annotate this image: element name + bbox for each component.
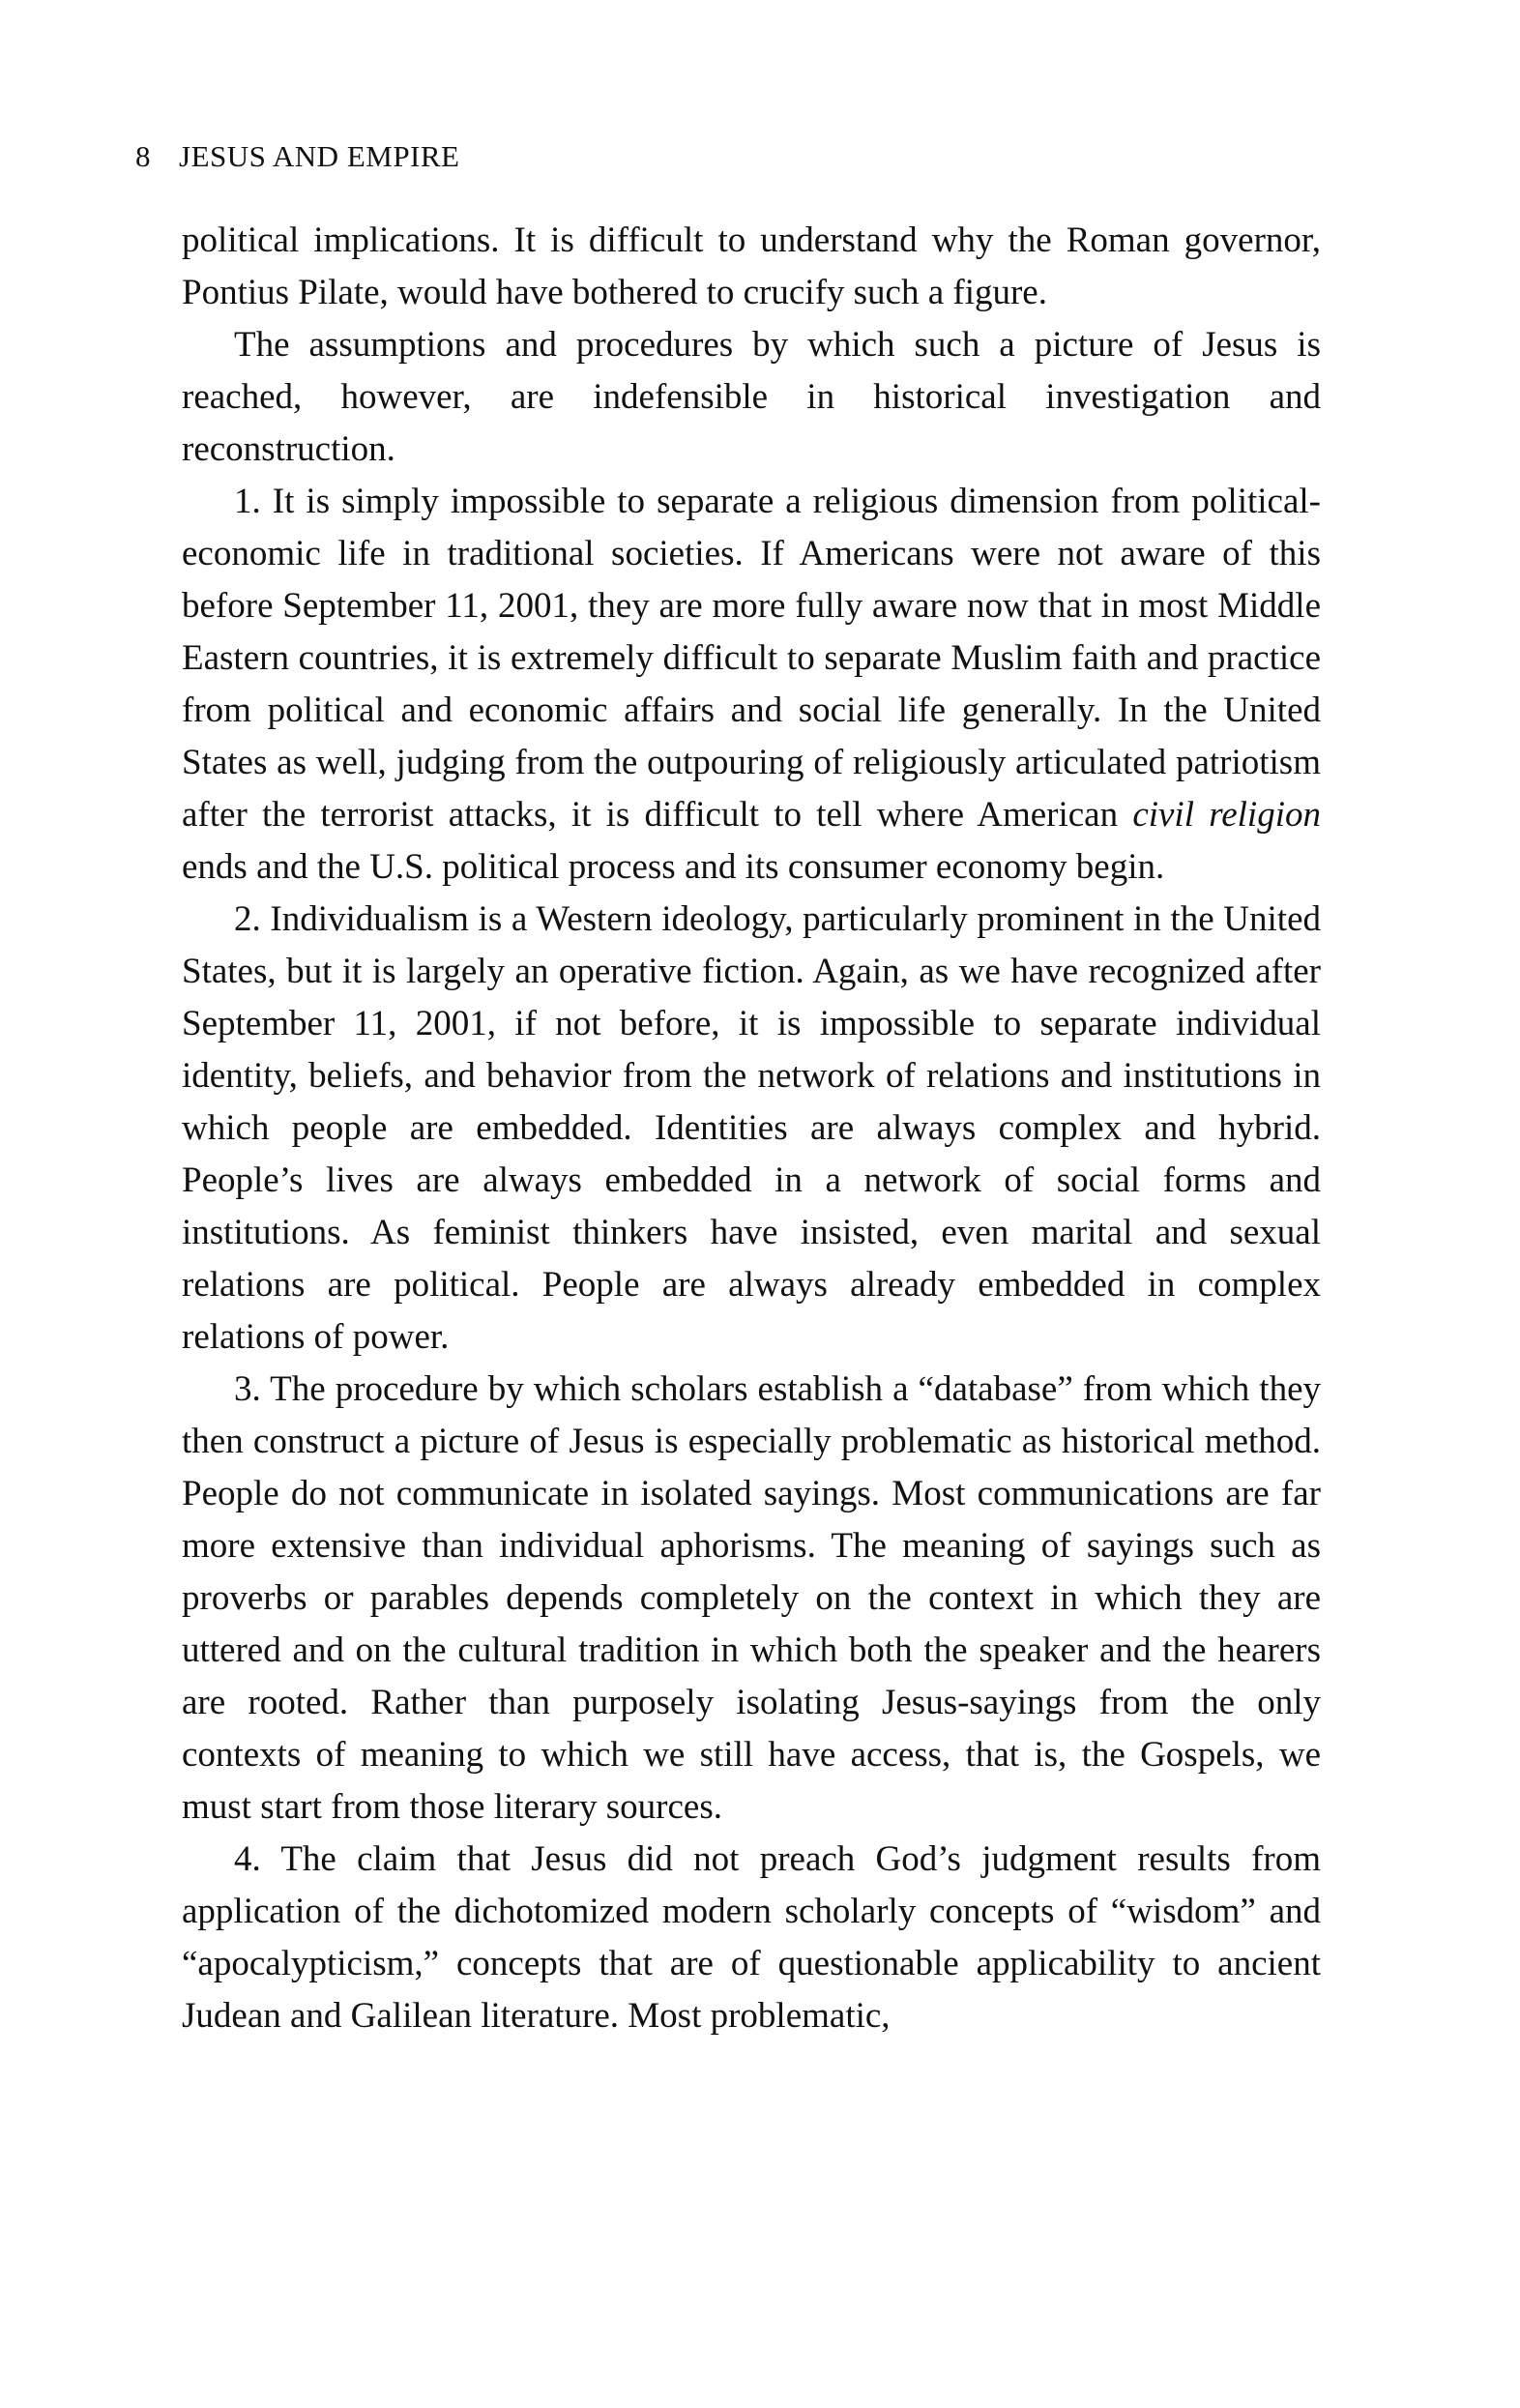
paragraph-point-1 xyxy=(182,476,1321,894)
page-number: 8 xyxy=(135,139,151,173)
italic-term-civil-religion: civil religion xyxy=(1132,795,1321,835)
paragraph-text: 4. The claim that Jesus did not preach God’s judgment results from application of the dichotomized modern scholarly concepts of “wisdom” and “apocalypticism,” concepts that are of questionable applicability to ancient Judean and Galilean literature. Most problematic, xyxy=(182,1839,1321,2036)
running-head xyxy=(135,137,460,176)
body-text xyxy=(182,215,1321,2042)
paragraph-continuation xyxy=(182,215,1321,319)
paragraph-text: 2. Individualism is a Western ideology, particularly prominent in the United States, but it is largely an operative fiction. Again, as we have recognized after September 11, 2001, if not before, it is impossible to separate individual identity, beliefs, and behavior from the network of relations and institutions in which people are embedded. Identities are always complex and hybrid. People’s lives are always embedded in a network of social forms and institutions. As feminist thinkers have insisted, even marital and sexual relations are political. People are always already embedded in complex relations of power. xyxy=(182,899,1321,1357)
paragraph-text: political implications. It is difficult to understand why the Roman governor, Pontius Pilate, would have bothered to crucify such a figure. xyxy=(182,220,1321,312)
paragraph-point-4 xyxy=(182,1834,1321,2042)
paragraph-text: 1. It is simply impossible to separate a religious dimension from political-economic life in traditional societies. If Americans were not aware of this before September 11, 2001, they are more fully aware now that in most Middle Eastern countries, it is extremely difficult to separate Muslim faith and practice from political and economic affairs and social life generally. In the United States as well, judging from the outpouring of religiously articulated patriotism after the terrorist attacks, it is difficult to tell where American xyxy=(182,482,1321,835)
running-title: JESUS AND EMPIRE xyxy=(179,139,460,173)
paragraph-text: ends and the U.S. political process and its consumer economy begin. xyxy=(182,847,1165,887)
paragraph-text: The assumptions and procedures by which such a picture of Jesus is reached, however, are indefensible in historical investigation and reconstruction. xyxy=(182,325,1321,469)
paragraph-point-3 xyxy=(182,1364,1321,1834)
paragraph-assumptions xyxy=(182,319,1321,476)
paragraph-point-2 xyxy=(182,894,1321,1364)
paragraph-text: 3. The procedure by which scholars establish a “database” from which they then construct a picture of Jesus is especially problematic as historical method. People do not communicate in isolated sayings. Most communications are far more extensive than individual aphorisms. The meaning of sayings such as proverbs or parables depends completely on the context in which they are uttered and on the cultural tradition in which both the speaker and the hearers are rooted. Rather than purposely isolating Jesus-sayings from the only contexts of meaning to which we still have access, that is, the Gospels, we must start from those literary sources. xyxy=(182,1369,1321,1827)
